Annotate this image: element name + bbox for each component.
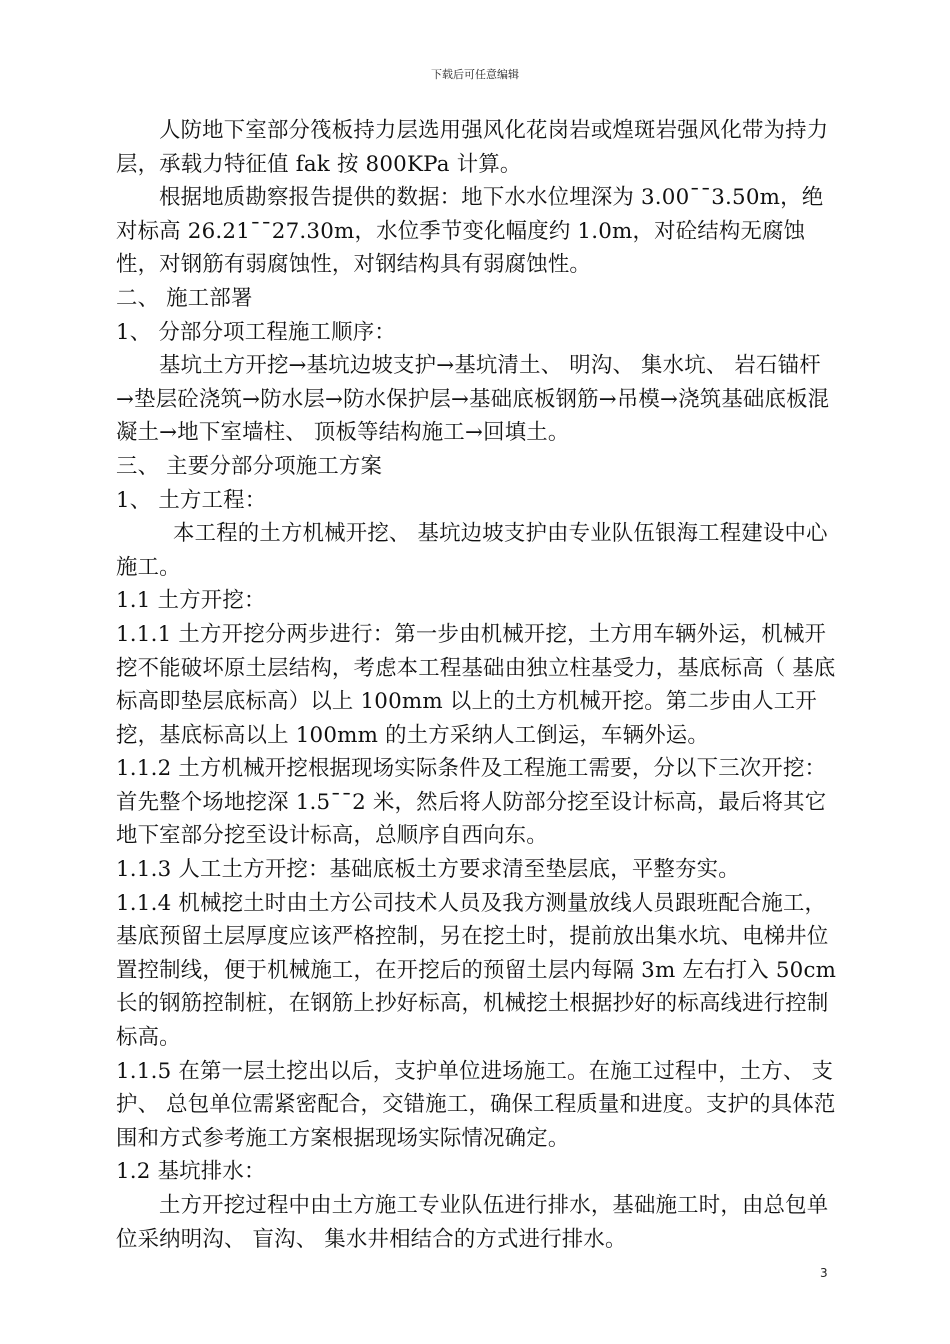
subheading-construction-sequence: 1、 分部分项工程施工顺序： (116, 319, 396, 345)
paragraph-1-1-2: 1.1.2 土方机械开挖根据现场实际条件及工程施工需要，分以下三次开挖：首先整个场地挖深 1.5¯¯2 米，然后将人防部分挖至设计标高，最后将其它地下室部分挖至设计标高，总顺序自西向东。 (116, 756, 827, 849)
paragraph-earthwork-contractor: 本工程的土方机械开挖、 基坑边坡支护由专业队伍银海工程建设中心施工。 (116, 521, 828, 580)
paragraph-construction-sequence: 基坑土方开挖→基坑边坡支护→基坑清土、 明沟、 集水坑、 岩石锚杆→垫层砼浇筑→防水层→防水保护层→基础底板钢筋→吊模→浇筑基础底板混凝土→地下室墙柱、 顶板等结构施工→回填土。 (116, 353, 830, 446)
paragraph-1-1-3: 1.1.3 人工土方开挖：基础底板土方要求清至垫层底，平整夯实。 (116, 857, 740, 883)
paragraph-1-1-4: 1.1.4 机械挖土时由土方公司技术人员及我方测量放线人员跟班配合施工，基底预留土层厚度应该严格控制，另在挖土时，提前放出集水坑、电梯井位置控制线，便于机械施工，在开挖后的预留土层内每隔 3m 左右打入 50cm 长的钢筋控制桩，在钢筋上抄好标高，机械挖土根据抄好的标高线进行控制标高。 (116, 890, 837, 1051)
paragraph-foundation-bearing-layer: 人防地下室部分筏板持力层选用强风化花岗岩或煌斑岩强风化带为持力层，承载力特征值 fak 按 800KPa 计算。 (116, 118, 829, 177)
paragraph-1-1-5: 1.1.5 在第一层土挖出以后，支护单位进场施工。在施工过程中，土方、 支护、 总包单位需紧密配合，交错施工，确保工程质量和进度。支护的具体范围和方式参考施工方案根据现场实际情况确定。 (116, 1058, 836, 1151)
section-heading-main-construction-plan: 三、 主要分部分项施工方案 (116, 453, 383, 479)
subheading-earthwork: 1、 土方工程： (116, 487, 267, 513)
paragraph-1-1-1: 1.1.1 土方开挖分两步进行：第一步由机械开挖，土方用车辆外运，机械开挖不能破坏原土层结构，考虑本工程基础由独立柱基受力，基底标高（ 基底标高即垫层底标高）以上 100mm 以上的土方机械开挖。第二步由人工开挖，基底标高以上 100mm 的土方采纳人工倒运，车辆外运。 (116, 621, 836, 748)
page-header: 下载后可任意编辑 (431, 68, 519, 81)
paragraph-groundwater-data: 根据地质勘察报告提供的数据：地下水水位埋深为 3.00¯¯3.50m，绝对标高 26.21¯¯27.30m，水位季节变化幅度约 1.0m，对砼结构无腐蚀性，对钢筋有弱腐蚀性，对钢结构具有弱腐蚀性。 (116, 185, 824, 278)
subheading-earth-excavation: 1.1 土方开挖： (116, 588, 266, 614)
paragraph-pit-drainage: 土方开挖过程中由土方施工专业队伍进行排水，基础施工时，由总包单位采纳明沟、 盲沟、 集水井相结合的方式进行排水。 (116, 1193, 829, 1252)
subheading-pit-drainage: 1.2 基坑排水： (116, 1159, 266, 1185)
page-number: 3 (820, 1266, 828, 1280)
section-heading-construction-deployment: 二、 施工部署 (116, 285, 253, 311)
document-body (116, 114, 838, 1256)
